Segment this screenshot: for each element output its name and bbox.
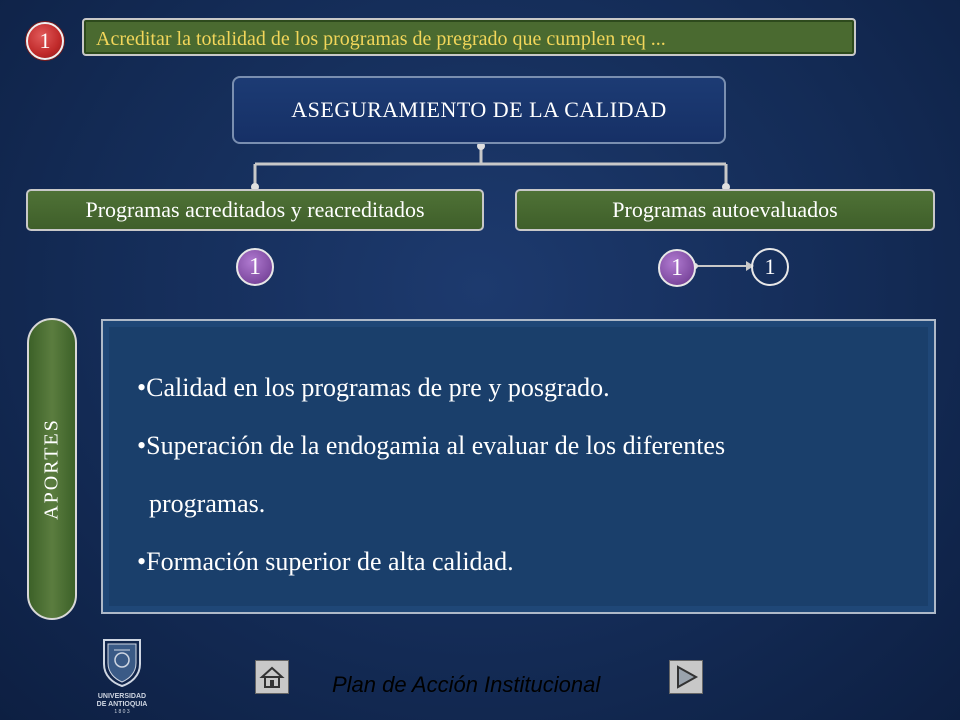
university-logo: [84, 636, 160, 718]
diagram-connectors: [0, 0, 960, 300]
home-button[interactable]: [255, 660, 289, 694]
bullet-item: •Superación de la endogamia al evaluar de los diferentes: [137, 431, 726, 460]
count-acreditados: 1: [236, 248, 274, 286]
objective-banner: Acreditar la totalidad de los programas de pregrado que cumplen req ...: [82, 18, 856, 56]
footer-title: Plan de Acción Institucional: [332, 672, 601, 697]
shield-icon: [84, 636, 160, 688]
root-node: ASEGURAMIENTO DE LA CALIDAD: [232, 76, 726, 144]
home-icon: [256, 661, 288, 693]
number-badge: 1: [26, 22, 64, 60]
play-next-icon: [670, 661, 702, 693]
count-autoevaluados: 1: [658, 249, 696, 287]
node-programas-acreditados: Programas acreditados y reacreditados: [26, 189, 484, 231]
aportes-label: APORTES: [40, 418, 63, 520]
node-programas-autoevaluados: Programas autoevaluados: [515, 189, 935, 231]
aportes-tab: [27, 318, 77, 620]
logo-year: 1 8 0 3: [114, 709, 130, 715]
logo-text: UNIVERSIDAD DE ANTIOQUIA: [96, 693, 148, 708]
bullet-item: •Formación superior de alta calidad.: [137, 547, 514, 576]
next-button[interactable]: [669, 660, 703, 694]
aportes-content: [101, 319, 936, 614]
bullet-item: •Calidad en los programas de pre y posgrado.: [137, 373, 610, 402]
count-target: 1: [751, 248, 789, 286]
bullet-item-continuation: programas.: [149, 489, 266, 518]
